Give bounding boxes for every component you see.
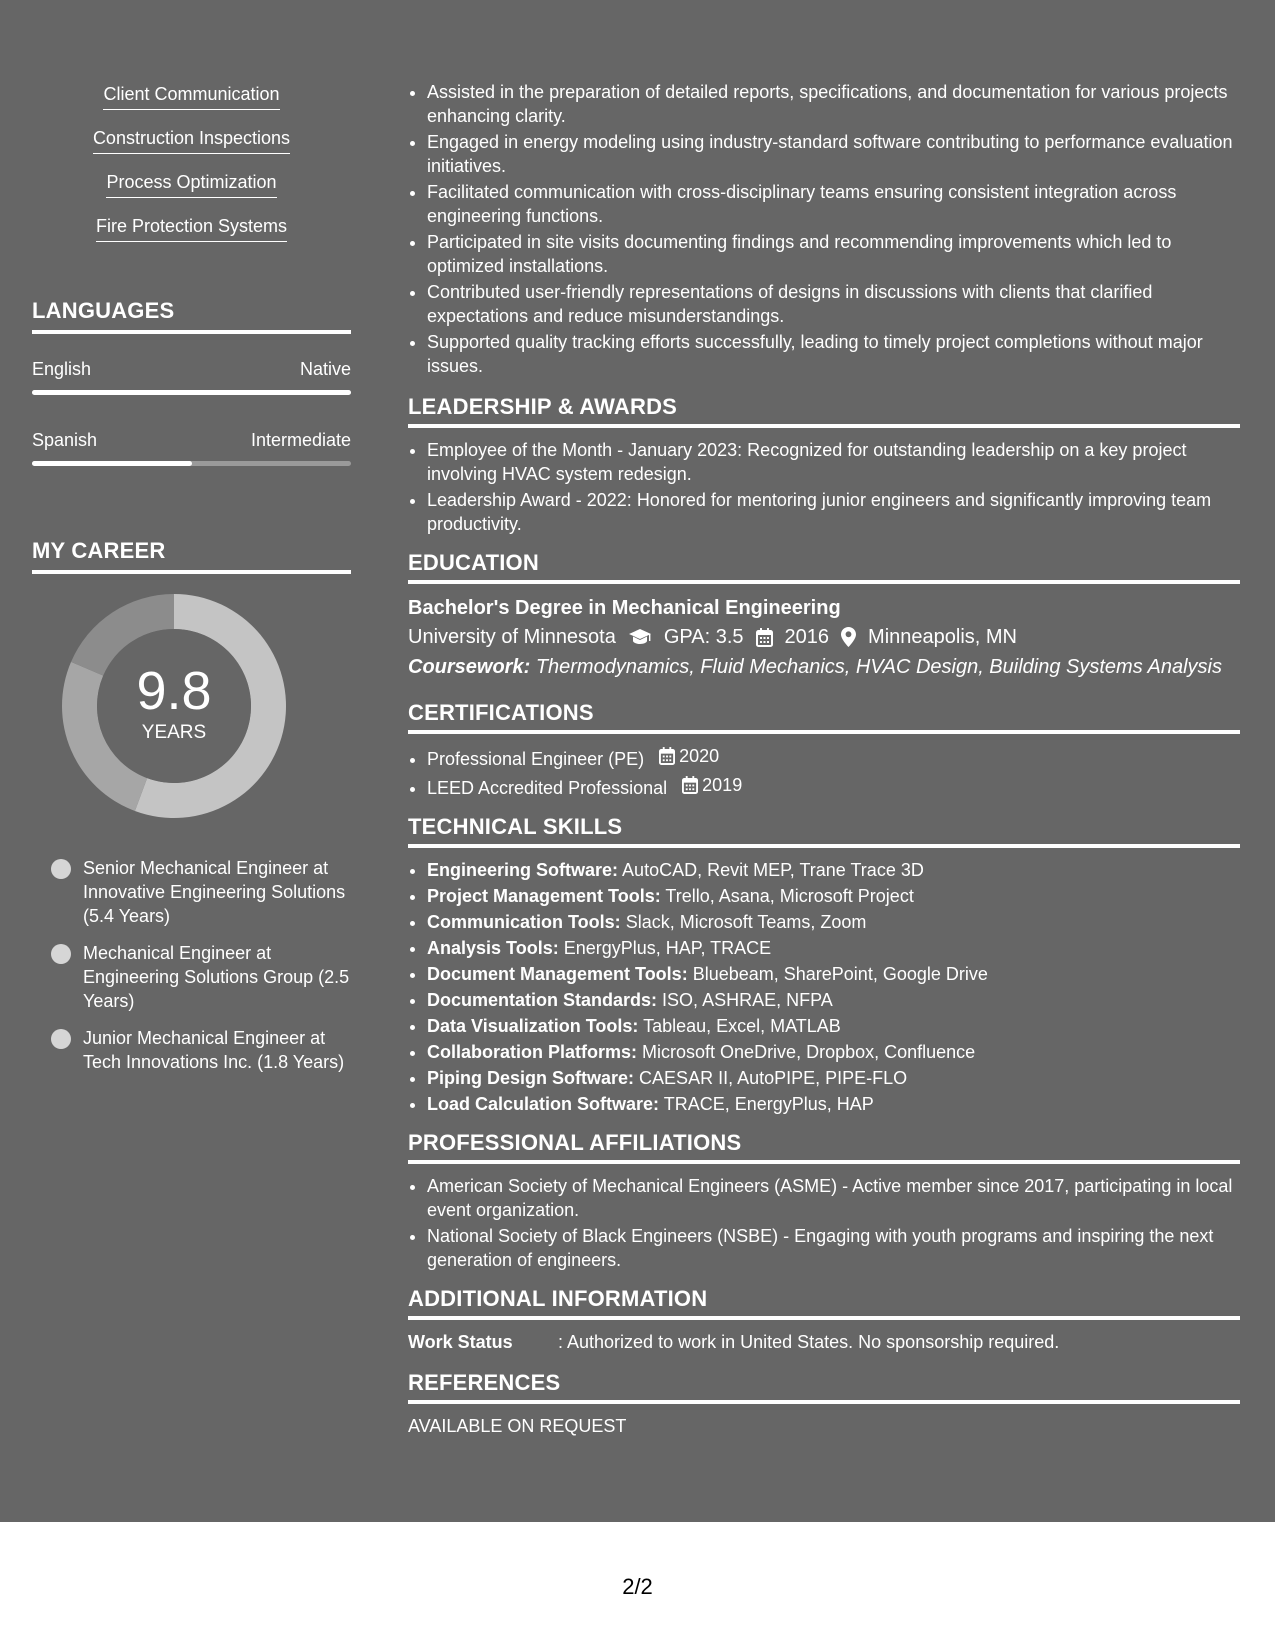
career-dot-icon (51, 1029, 71, 1049)
language-level: Intermediate (250, 430, 351, 450)
career-donut (32, 594, 351, 834)
technical-skill-value: Microsoft OneDrive, Dropbox, Confluence (642, 1042, 976, 1062)
technical-skill-label: Data Visualization Tools: (427, 1016, 639, 1036)
language-item (32, 429, 351, 466)
experience-bullet: • Contributed user-friendly representations of designs in discussions with clients that clarified expectations and reduce misunderstandings. (427, 280, 1240, 328)
technical-skill-item (427, 962, 1240, 986)
affiliations-list (408, 1174, 1240, 1272)
technical-skills-list (408, 858, 1240, 1116)
work-status-value: : Authorized to work in United States. No sponsorship required. (558, 1332, 1060, 1352)
certification-year: 2020 (679, 746, 720, 766)
calendar-icon (682, 776, 698, 794)
experience-bullet: • Assisted in the preparation of detailed reports, specifications, and documentation for various projects enhancing clarity. (427, 80, 1240, 128)
career-total: 9.8 (136, 661, 212, 721)
technical-skill-label: Communication Tools: (427, 912, 621, 932)
education-degree: Bachelor's Degree in Mechanical Engineering (408, 597, 841, 619)
references-heading: REFERENCES (408, 1370, 1240, 1404)
experience-bullet: • Participated in site visits documenting findings and recommending improvements which led to optimized installations. (427, 230, 1240, 278)
page-number: 2/2 (622, 1574, 653, 1599)
sidebar (32, 82, 351, 1087)
technical-skill-item (427, 1066, 1240, 1090)
career-item-text: Senior Mechanical Engineer at Innovative Engineering Solutions (5.4 Years) (83, 858, 346, 926)
career-item (32, 1026, 351, 1074)
education-details (408, 622, 1240, 652)
certifications-list (408, 744, 1240, 800)
language-bar (32, 461, 351, 466)
experience-bullet: • Engaged in energy modeling using industry-standard software contributing to performance evaluation initiatives. (427, 130, 1240, 178)
affiliation-item: • National Society of Black Engineers (NSBE) - Engaging with youth programs and inspiring the next generation of engineers. (427, 1224, 1240, 1272)
career-dot-icon (51, 944, 71, 964)
technical-skill-item (427, 910, 1240, 934)
education-school: University of Minnesota (408, 626, 616, 648)
technical-skill-item (427, 936, 1240, 960)
language-name: English (32, 359, 92, 379)
certifications-heading: CERTIFICATIONS (408, 700, 1240, 734)
skills-list (32, 82, 351, 258)
affiliation-item: • American Society of Mechanical Engineers (ASME) - Active member since 2017, participating in local event organization. (427, 1174, 1240, 1222)
technical-skill-label: Analysis Tools: (427, 938, 559, 958)
education-gpa: GPA: 3.5 (663, 626, 744, 648)
location-pin-icon (841, 627, 856, 647)
work-status-label: Work Status (408, 1332, 513, 1352)
career-item (32, 856, 351, 928)
certification-item (427, 744, 1240, 771)
technical-skill-label: Collaboration Platforms: (427, 1042, 638, 1062)
technical-skill-item (427, 884, 1240, 908)
career-heading: MY CAREER (32, 538, 351, 574)
career-list (32, 856, 351, 1074)
languages-heading: LANGUAGES (32, 298, 351, 334)
technical-skill-value: Trello, Asana, Microsoft Project (665, 886, 914, 906)
language-bar (32, 390, 351, 395)
technical-skill-label: Piping Design Software: (427, 1068, 635, 1088)
leadership-heading: LEADERSHIP & AWARDS (408, 394, 1240, 428)
technical-skill-label: Documentation Standards: (427, 990, 658, 1010)
technical-skill-label: Project Management Tools: (427, 886, 661, 906)
experience-bullet: • Facilitated communication with cross-disciplinary teams ensuring consistent integration across engineering functions. (427, 180, 1240, 228)
language-bar-fill (32, 461, 192, 466)
technical-skill-value: Tableau, Excel, MATLAB (643, 1016, 841, 1036)
technical-skill-value: CAESAR II, AutoPIPE, PIPE-FLO (639, 1068, 908, 1088)
technical-skill-item (427, 1092, 1240, 1116)
certification-year: 2019 (702, 775, 743, 795)
technical-skill-value: ISO, ASHRAE, NFPA (662, 990, 833, 1010)
technical-skills-heading: TECHNICAL SKILLS (408, 814, 1240, 848)
technical-skill-label: Document Management Tools: (427, 964, 688, 984)
technical-skill-item (427, 1014, 1240, 1038)
skill-item: Fire Protection Systems (96, 214, 287, 242)
career-unit: YEARS (141, 722, 207, 743)
technical-skill-label: Load Calculation Software: (427, 1094, 660, 1114)
technical-skill-item (427, 1040, 1240, 1064)
career-item (32, 941, 351, 1013)
education-year: 2016 (784, 626, 830, 648)
certification-name: Professional Engineer (PE) (427, 749, 645, 769)
experience-bullet: • Supported quality tracking efforts successfully, leading to timely project completions without major issues. (427, 330, 1240, 378)
leadership-item: • Employee of the Month - January 2023: Recognized for outstanding leadership on a key project involving HVAC system redesign. (427, 438, 1240, 486)
career-item-text: Junior Mechanical Engineer at Tech Innovations Inc. (1.8 Years) (83, 1028, 345, 1072)
main-column (408, 80, 1240, 1438)
technical-skill-value: AutoCAD, Revit MEP, Trane Trace 3D (622, 860, 924, 880)
technical-skill-value: Slack, Microsoft Teams, Zoom (625, 912, 867, 932)
technical-skill-value: TRACE, EnergyPlus, HAP (663, 1094, 874, 1114)
references-text: AVAILABLE ON REQUEST (408, 1416, 627, 1436)
technical-skill-value: Bluebeam, SharePoint, Google Drive (692, 964, 988, 984)
technical-skill-item (427, 858, 1240, 882)
certification-name: LEED Accredited Professional (427, 778, 668, 798)
leadership-list (408, 438, 1240, 536)
additional-info-heading: ADDITIONAL INFORMATION (408, 1286, 1240, 1320)
technical-skill-item (427, 988, 1240, 1012)
education-coursework (408, 652, 1240, 682)
technical-skill-label: Engineering Software: (427, 860, 619, 880)
affiliations-heading: PROFESSIONAL AFFILIATIONS (408, 1130, 1240, 1164)
coursework-label: Coursework: (408, 656, 531, 678)
language-name: Spanish (32, 430, 98, 450)
calendar-icon (756, 628, 773, 647)
language-level: Native (299, 359, 351, 379)
skill-item: Process Optimization (106, 170, 276, 198)
education-heading: EDUCATION (408, 550, 1240, 584)
calendar-icon (659, 747, 675, 765)
language-item (32, 358, 351, 395)
language-bar-fill (32, 390, 351, 395)
technical-skill-value: EnergyPlus, HAP, TRACE (563, 938, 772, 958)
experience-bullets (408, 80, 1240, 378)
skill-item: Construction Inspections (93, 126, 290, 154)
graduation-cap-icon (628, 628, 652, 646)
skill-item: Client Communication (103, 82, 279, 110)
career-dot-icon (51, 859, 71, 879)
coursework-text: Thermodynamics, Fluid Mechanics, HVAC Design, Building Systems Analysis (535, 656, 1222, 678)
certification-item (427, 773, 1240, 800)
additional-info-row (408, 1330, 1240, 1354)
leadership-item: • Leadership Award - 2022: Honored for mentoring junior engineers and significantly improving team productivity. (427, 488, 1240, 536)
career-item-text: Mechanical Engineer at Engineering Solutions Group (2.5 Years) (83, 943, 350, 1011)
education-location: Minneapolis, MN (868, 626, 1017, 648)
